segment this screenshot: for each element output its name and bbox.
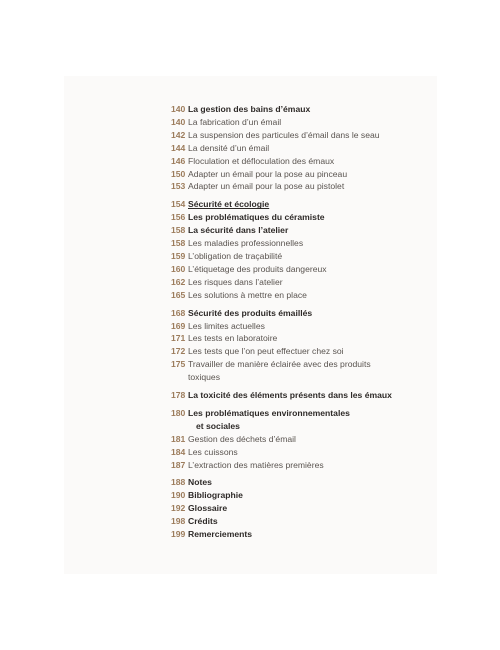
- page-number: 180: [171, 407, 186, 418]
- entry-title-text: La gestion des bains d’émaux: [188, 104, 311, 114]
- toc-entry: [171, 198, 431, 211]
- toc-entry: [171, 446, 431, 459]
- entry-title: [188, 320, 265, 333]
- toc-entry: [171, 168, 431, 181]
- entry-title: [188, 345, 344, 358]
- page-number: 140: [171, 104, 186, 114]
- entry-title: [188, 276, 283, 289]
- entry-title: [188, 155, 334, 168]
- entry-title-text: Remerciements: [188, 529, 253, 540]
- entry-title-text: Les cuissons: [188, 446, 238, 457]
- entry-title: [188, 198, 269, 211]
- entry-title: [188, 168, 347, 181]
- entry-title: [188, 515, 218, 528]
- entry-title-text: Sécurité et écologie: [188, 199, 270, 210]
- toc-entry: [171, 489, 431, 502]
- entry-title-text: L’étiquetage des produits dangereux: [188, 263, 327, 274]
- entry-title-text: Crédits: [188, 516, 218, 527]
- entry-title-text: Notes: [188, 477, 212, 488]
- page-number: 158: [171, 225, 186, 236]
- entry-title-text: Les tests que l’on peut effectuer chez soi: [188, 346, 344, 357]
- entry-title-text: La fabrication d’un émail: [188, 116, 282, 127]
- toc-entry: [171, 345, 431, 358]
- page-number: 198: [171, 516, 186, 527]
- toc-entry: [171, 515, 431, 528]
- entry-title: [188, 407, 350, 433]
- entry-title-text: Les tests en laboratoire: [188, 333, 278, 344]
- toc-entry: [171, 250, 431, 263]
- entry-title-text: Les problématiques du céramiste: [188, 212, 325, 223]
- page-number: 181: [171, 433, 186, 444]
- entry-title: [188, 289, 307, 302]
- toc-entry: [171, 433, 431, 446]
- toc-entry: [171, 320, 431, 333]
- toc-entry: [171, 276, 431, 289]
- entry-title-text: Les solutions à mettre en place: [188, 289, 307, 300]
- entry-title-text: Les maladies professionnelles: [188, 238, 304, 249]
- page-number: 156: [171, 212, 186, 223]
- entry-title: [188, 224, 288, 237]
- entry-title: [188, 459, 324, 472]
- entry-title-text: Glossaire: [188, 503, 228, 514]
- entry-title: [188, 358, 371, 384]
- page-number: 162: [171, 276, 186, 287]
- page-number: 192: [171, 503, 186, 514]
- toc-entry: [171, 263, 431, 276]
- entry-title: [188, 237, 303, 250]
- entry-title: [188, 250, 282, 263]
- entry-title-continuation: et sociales: [196, 420, 240, 431]
- entry-title: [188, 129, 380, 142]
- entry-title: [188, 489, 243, 502]
- entry-title: [188, 433, 296, 446]
- toc-entry: [171, 237, 431, 250]
- entry-title: [188, 307, 312, 320]
- entry-title-text: Travailler de manière éclairée avec des produits: [188, 359, 371, 370]
- page-number: 169: [171, 320, 186, 331]
- page-number: 171: [171, 333, 186, 344]
- page-number: 172: [171, 346, 186, 357]
- page-number: 199: [171, 529, 186, 540]
- toc-entry: [171, 528, 431, 541]
- entry-title: [188, 502, 227, 515]
- toc-entry: [171, 155, 431, 168]
- page-number: 144: [171, 142, 186, 153]
- page-number: 154: [171, 199, 186, 210]
- toc-entry: [171, 116, 431, 129]
- entry-title-text: Les problématiques environnementales: [188, 407, 350, 418]
- entry-title-text: La densité d’un émail: [188, 142, 270, 153]
- toc-entry: [171, 459, 431, 472]
- toc-entry: [171, 307, 431, 320]
- toc-entry: [171, 103, 431, 116]
- entry-title: [188, 142, 269, 155]
- entry-title: [188, 263, 327, 276]
- page-number: 184: [171, 446, 186, 457]
- entry-title-text: Sécurité des produits émaillés: [188, 307, 313, 318]
- entry-title: [188, 389, 392, 402]
- entry-title-text: L’extraction des matières premières: [188, 459, 324, 470]
- page-number: 153: [171, 181, 186, 192]
- entry-title-continuation: toxiques: [188, 372, 221, 383]
- toc-entry: [171, 142, 431, 155]
- toc-entry: [171, 502, 431, 515]
- page-number: 160: [171, 263, 186, 274]
- entry-title-text: Bibliographie: [188, 490, 243, 501]
- entry-title: [188, 528, 252, 541]
- entry-title: [188, 476, 212, 489]
- entry-title-text: La toxicité des éléments présents dans les émaux: [188, 390, 392, 401]
- entry-title-text: Les risques dans l’atelier: [188, 276, 283, 287]
- page-number: 142: [171, 129, 186, 140]
- page-number: 187: [171, 459, 186, 470]
- toc-entry: [171, 289, 431, 302]
- entry-title-text: Gestion des déchets d’émail: [188, 433, 296, 444]
- toc-entry: [171, 180, 431, 193]
- entry-title: [188, 116, 281, 129]
- entry-title: [188, 446, 238, 459]
- toc-entry: [171, 211, 431, 224]
- entry-title-text: La suspension des particules d’émail dans le seau: [188, 129, 380, 140]
- page-number: 175: [171, 359, 186, 370]
- entry-title: [188, 103, 310, 116]
- entry-title-text: Les limites actuelles: [188, 320, 265, 331]
- page-number: 146: [171, 155, 186, 166]
- toc-entry: [171, 476, 431, 489]
- toc-entry: [171, 358, 431, 384]
- toc-entry: [171, 407, 431, 433]
- page-number: 168: [171, 307, 186, 318]
- page-number: 150: [171, 168, 186, 179]
- entry-title-text: L’obligation de traçabilité: [188, 250, 283, 261]
- entry-title-text: Adapter un émail pour la pose au pistolet: [188, 181, 345, 192]
- toc-entry: [171, 332, 431, 345]
- toc-entry: [171, 129, 431, 142]
- page-number: 159: [171, 250, 186, 261]
- entry-title-text: Adapter un émail pour la pose au pinceau: [188, 168, 348, 179]
- page-number: 165: [171, 289, 186, 300]
- entry-title: [188, 211, 325, 224]
- page-number: 188: [171, 477, 186, 488]
- entry-title-text: La sécurité dans l’atelier: [188, 225, 289, 236]
- page-number: 190: [171, 490, 186, 501]
- entry-title: [188, 180, 344, 193]
- page-number: 158: [171, 238, 186, 249]
- entry-title-text: Floculation et défloculation des émaux: [188, 155, 335, 166]
- table-of-contents: [171, 103, 431, 541]
- toc-entry: [171, 224, 431, 237]
- entry-title: [188, 332, 277, 345]
- page-number: 140: [171, 116, 186, 127]
- toc-entry: [171, 389, 431, 402]
- page-number: 178: [171, 390, 186, 401]
